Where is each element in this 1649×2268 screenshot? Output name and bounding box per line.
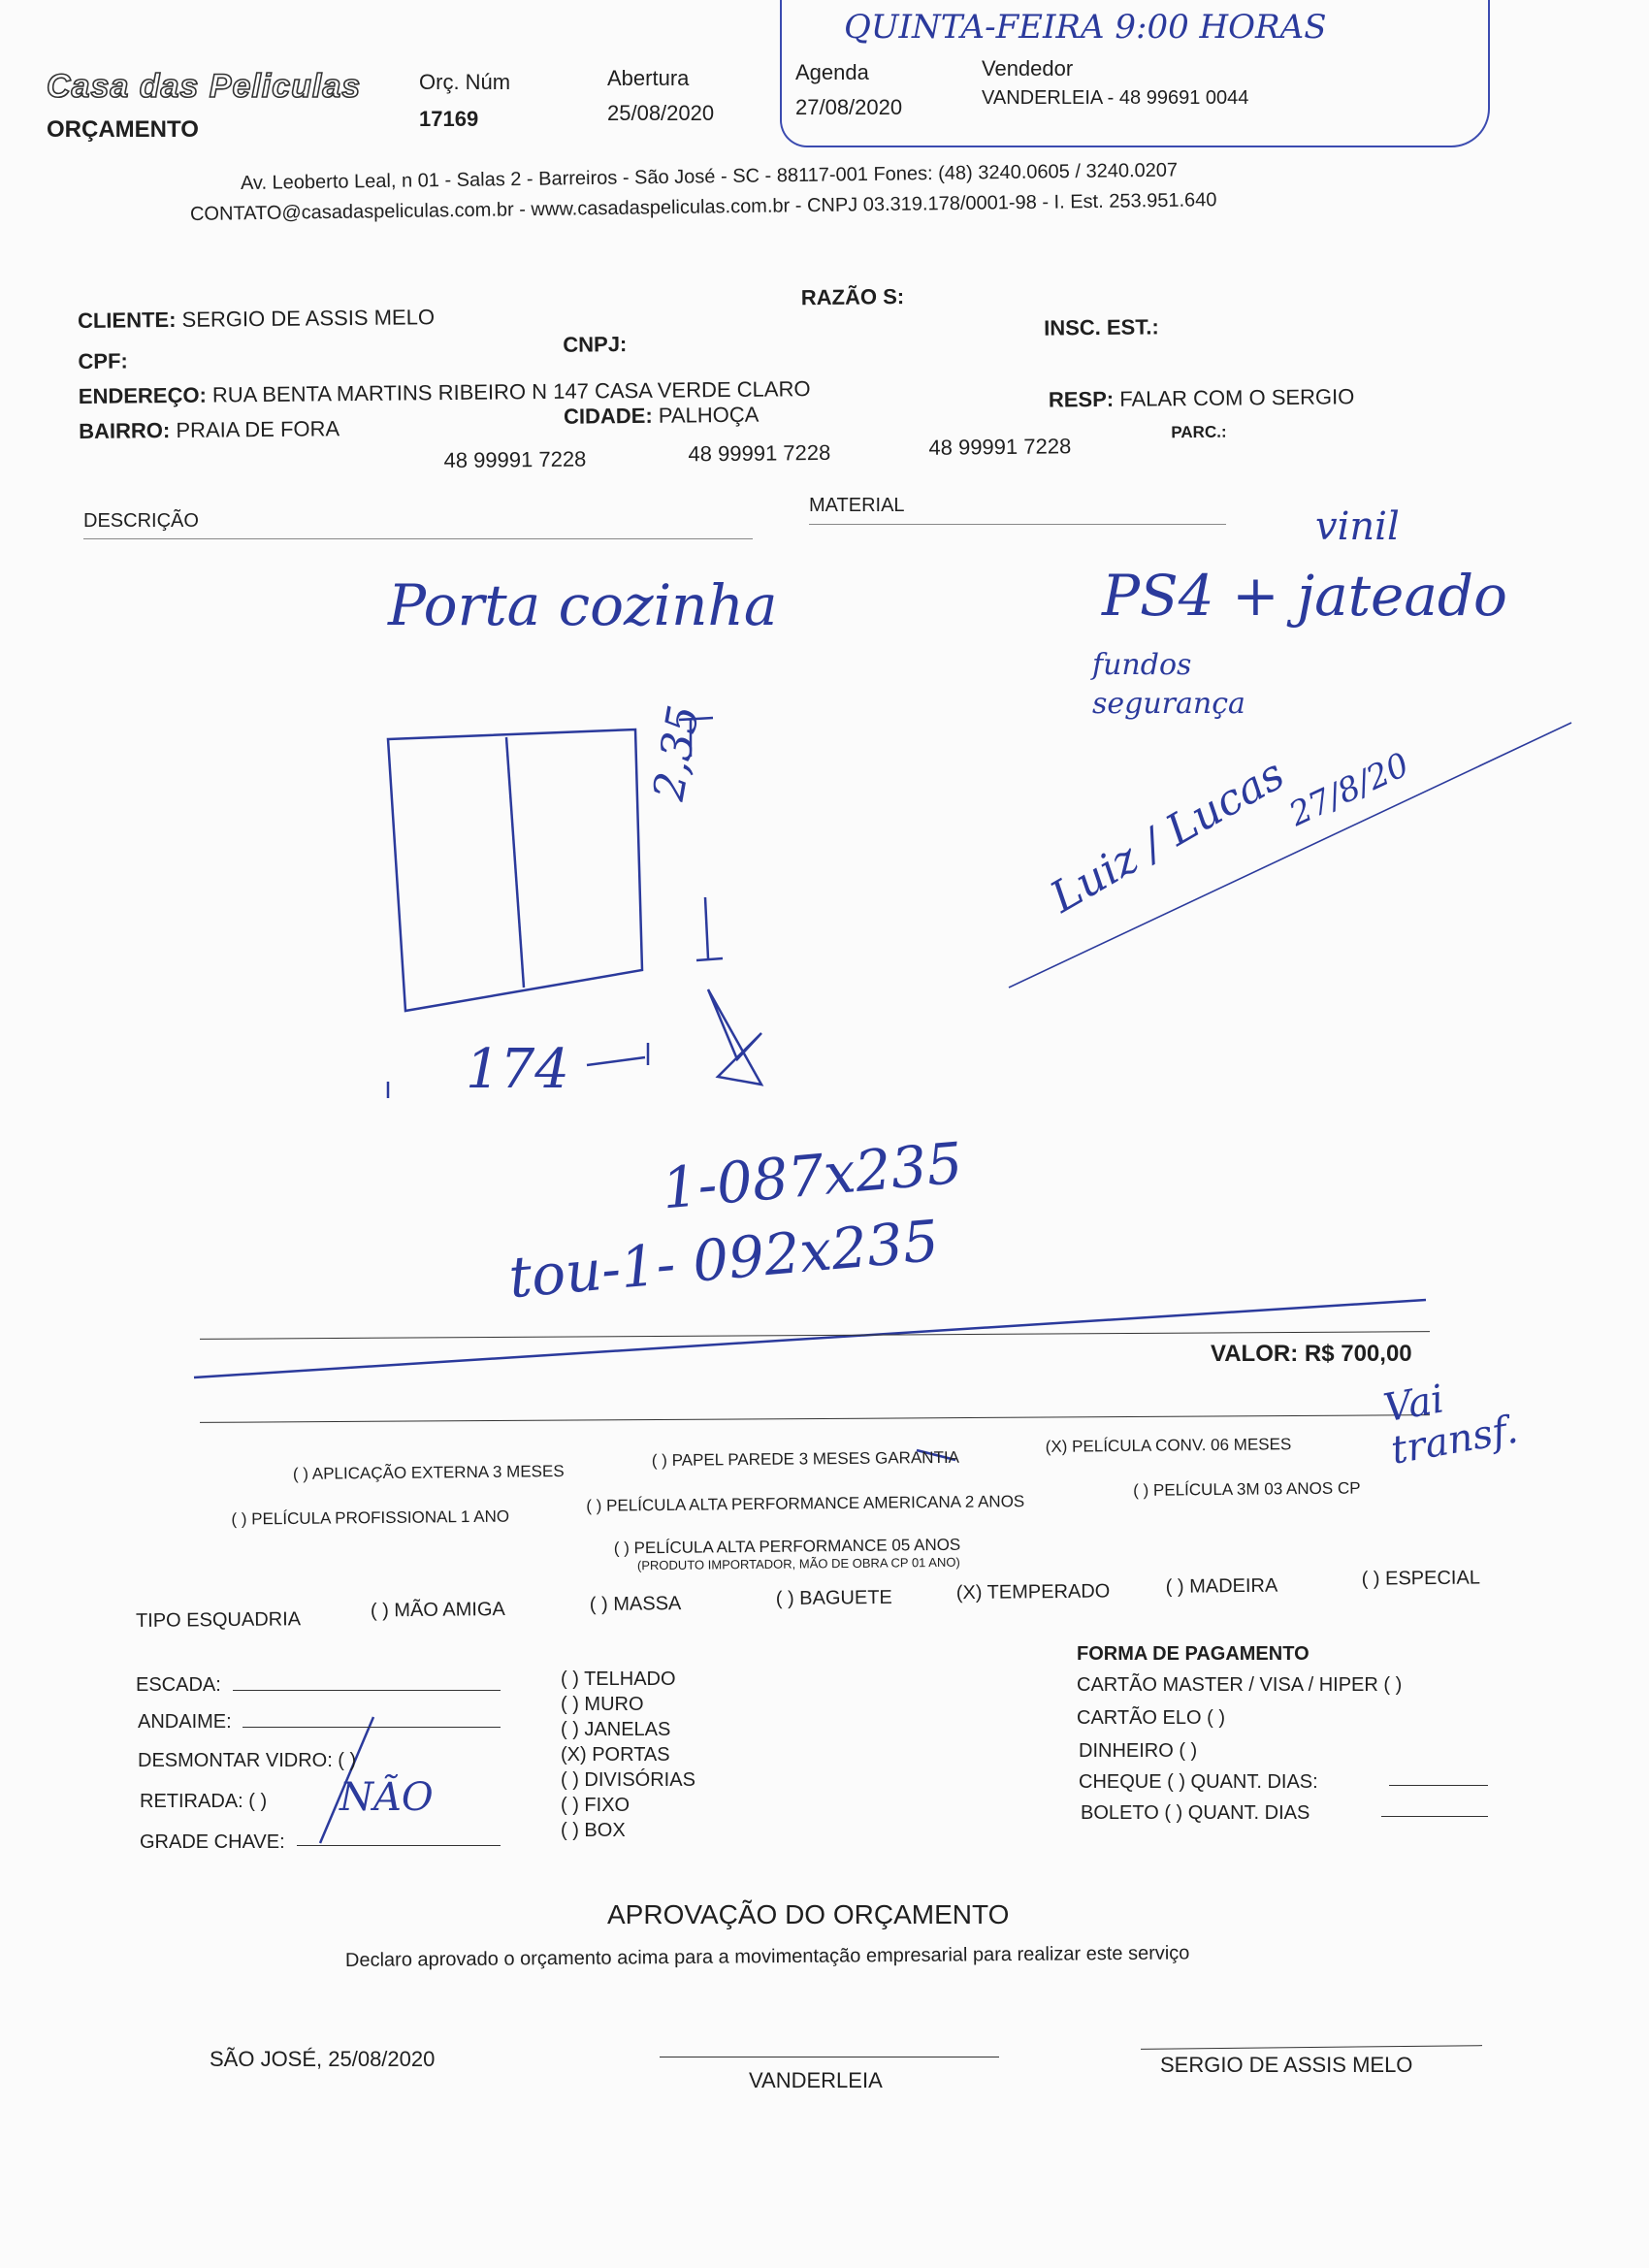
pagamento-boleto[interactable]: BOLETO ( ) QUANT. DIAS [1081,1802,1310,1824]
handwritten-height: 2,35 [644,701,710,804]
phone-3: 48 99991 7228 [928,434,1072,460]
abertura-date: 25/08/2020 [607,101,715,125]
escada-line[interactable] [233,1690,501,1691]
local-divisorias[interactable]: ( ) DIVISÓRIAS [561,1769,695,1791]
desmontar-label[interactable]: DESMONTAR VIDRO: ( ) [138,1750,357,1771]
esquadria-mao-amiga[interactable]: ( ) MÃO AMIGA [370,1599,505,1622]
esquadria-especial[interactable]: ( ) ESPECIAL [1361,1567,1481,1590]
handwritten-nao: NÃO [340,1775,434,1820]
warranty-opt-3[interactable]: (X) PELÍCULA CONV. 06 MESES [1045,1435,1292,1456]
warranty-opt-1[interactable]: ( ) APLICAÇÃO EXTERNA 3 MESES [292,1462,565,1483]
esquadria-massa[interactable]: ( ) MASSA [589,1593,682,1616]
bairro-value: PRAIA DE FORA [176,416,340,442]
handwritten-material-note: fundos segurança [1092,648,1245,721]
orc-label: Orç. Núm [419,70,511,94]
pagamento-cartao-master[interactable]: CARTÃO MASTER / VISA / HIPER ( ) [1077,1674,1403,1696]
resp-value: FALAR COM O SERGIO [1119,384,1355,411]
approval-text: Declaro aprovado o orçamento acima para a movimentação empresarial para realizar este serviço [344,1942,1190,1971]
handwritten-item: Porta cozinha [388,572,778,638]
document-title: ORÇAMENTO [47,116,199,143]
phone-2: 48 99991 7228 [688,439,831,467]
local-box[interactable]: ( ) BOX [561,1820,626,1841]
warranty-opt-2[interactable]: ( ) PAPEL PAREDE 3 MESES GARANTIA [651,1447,960,1471]
pagamento-dinheiro[interactable]: DINHEIRO ( ) [1079,1740,1198,1762]
handwritten-measure-1: 1-087x235 [659,1129,965,1222]
warranty-opt-6[interactable]: ( ) PELÍCULA 3M 03 ANOS CP [1133,1478,1361,1500]
company-logo: Casa das Peliculas [47,68,362,105]
orc-number: 17169 [419,107,479,131]
place-date: SÃO JOSÉ, 25/08/2020 [210,2047,436,2071]
pagamento-cartao-elo[interactable]: CARTÃO ELO ( ) [1077,1707,1225,1729]
grade-label: GRADE CHAVE: [140,1831,285,1853]
retirada-label[interactable]: RETIRADA: ( ) [140,1791,268,1812]
local-telhado[interactable]: ( ) TELHADO [561,1669,676,1690]
local-portas[interactable]: (X) PORTAS [561,1744,670,1766]
local-fixo[interactable]: ( ) FIXO [561,1795,630,1816]
cnpj-label: CNPJ: [563,332,628,357]
contact-line: CONTATO@casadaspeliculas.com.br - www.casadaspeliculas.com.br - CNPJ 03.319.178/0001-98 - I. Est. 253.951.640 [189,189,1217,225]
resp-label: RESP: [1048,386,1115,412]
address-line: Av. Leoberto Leal, n 01 - Salas 2 - Barreiros - São José - SC - 88117-001 Fones: (48) 3240.0605 / 3240.0207 [240,159,1179,194]
valor-field [1211,1341,1412,1368]
valor-label: VALOR: [1211,1341,1299,1367]
handwritten-schedule: QUINTA-FEIRA 9:00 HORAS [844,8,1327,47]
escada-label: ESCADA: [136,1674,221,1696]
warranty-opt-5[interactable]: ( ) PELÍCULA ALTA PERFORMANCE AMERICANA 2 ANOS [586,1492,1025,1515]
vendedor-label: Vendedor [982,56,1074,81]
handwritten-material: PS4 + jateado [1102,563,1507,629]
descricao-label: DESCRIÇÃO [83,510,199,532]
esquadria-label: TIPO ESQUADRIA [135,1608,302,1632]
cliente-value: SERGIO DE ASSIS MELO [181,305,436,332]
approval-title: APROVAÇÃO DO ORÇAMENTO [607,1899,1010,1929]
agenda-label: Agenda [795,60,869,84]
razao-label: RAZÃO S: [800,284,905,310]
cheque-dias-line[interactable] [1389,1785,1488,1786]
handwritten-signature: Luiz / Lucas [1042,749,1293,923]
boleto-dias-line[interactable] [1381,1816,1488,1817]
esquadria-baguete[interactable]: ( ) BAGUETE [775,1586,892,1610]
warranty-opt-7-note: (PRODUTO IMPORTADOR, MÃO DE OBRA CP 01 ANO) [636,1554,960,1573]
agenda-date: 27/08/2020 [795,95,903,119]
warranty-opt-4[interactable]: ( ) PELÍCULA PROFISSIONAL 1 ANO [231,1507,510,1529]
esquadria-temperado[interactable]: (X) TEMPERADO [955,1580,1111,1604]
signature-vendor: VANDERLEIA [749,2068,883,2092]
handwritten-transfer-note: Vai transf. [1380,1377,1522,1474]
material-label: MATERIAL [809,495,905,516]
local-janelas[interactable]: ( ) JANELAS [561,1719,671,1740]
bairro-label: BAIRRO: [79,418,171,443]
parc-label: PARC.: [1171,422,1227,442]
handwritten-measure-2: tou-1- 092x235 [505,1207,942,1312]
cidade-value: PALHOÇA [658,402,760,428]
pagamento-cheque[interactable]: CHEQUE ( ) QUANT. DIAS: [1079,1771,1318,1793]
warranty-opt-7[interactable]: ( ) PELÍCULA ALTA PERFORMANCE 05 ANOS [613,1535,961,1558]
handwritten-signature-date: 27/8/20 [1283,745,1415,834]
handwritten-width: 174 [466,1038,569,1101]
local-muro[interactable]: ( ) MURO [561,1694,644,1715]
cpf-label: CPF: [78,348,128,373]
grade-line[interactable] [297,1845,501,1846]
endereco-label: ENDEREÇO: [78,382,207,408]
endereco-value: RUA BENTA MARTINS RIBEIRO N 147 CASA VERDE CLARO [211,376,811,407]
andaime-line[interactable] [242,1727,501,1728]
abertura-label: Abertura [607,66,690,90]
phone-1: 48 99991 7228 [443,446,587,473]
esquadria-madeira[interactable]: ( ) MADEIRA [1165,1574,1278,1598]
valor-value: R$ 700,00 [1304,1341,1412,1367]
cidade-label: CIDADE: [563,403,653,429]
andaime-label: ANDAIME: [138,1711,232,1733]
cliente-label: CLIENTE: [77,307,177,333]
signature-client: SERGIO DE ASSIS MELO [1160,2053,1413,2077]
insc-label: INSC. EST.: [1044,314,1159,340]
handwritten-vinil: vinil [1315,504,1400,549]
pagamento-title: FORMA DE PAGAMENTO [1077,1643,1310,1665]
vendedor-value: VANDERLEIA - 48 99691 0044 [982,87,1249,109]
